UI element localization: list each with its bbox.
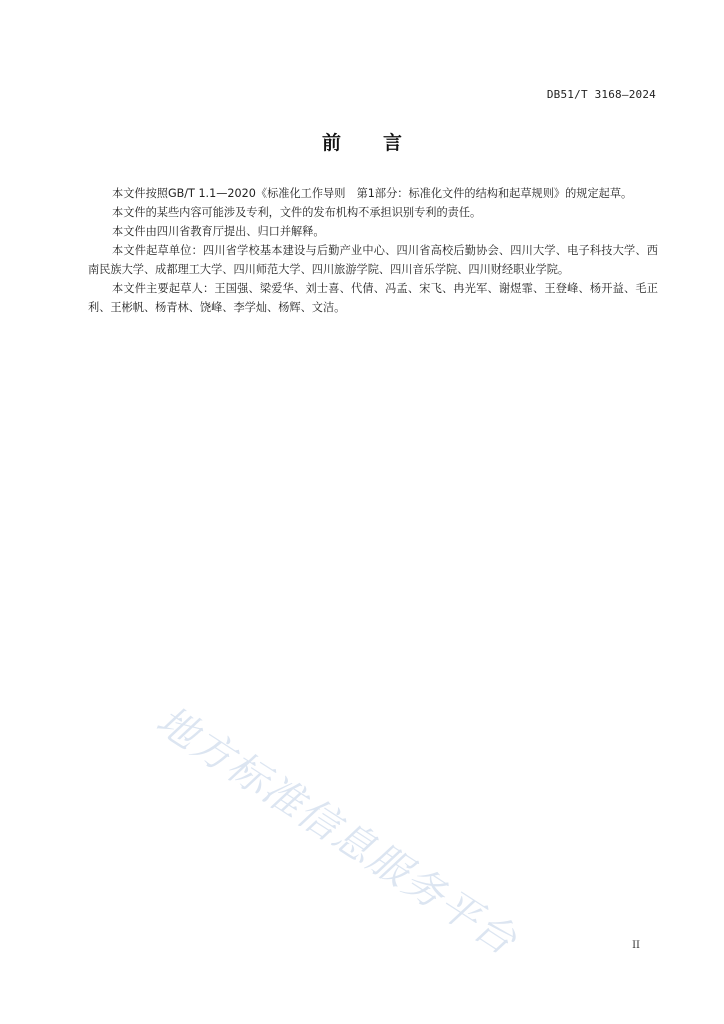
paragraph-drafters: 本文件主要起草人：王国强、梁爱华、刘士喜、代倩、冯孟、宋飞、冉光军、谢煜霏、王登峰、杨开益、毛正利、王彬帆、杨青林、饶峰、李学灿、杨辉、文洁。 <box>88 282 658 314</box>
watermark: 地方标准信息服务平台 <box>148 697 526 965</box>
document-code: DB51/T 3168—2024 <box>546 88 656 101</box>
foreword-body <box>88 184 658 317</box>
paragraph-patent-notice: 本文件的某些内容可能涉及专利，文件的发布机构不承担识别专利的责任。 <box>112 206 482 219</box>
page-title: 前言 <box>321 132 444 154</box>
page-number: II <box>632 940 640 951</box>
paragraph-drafting-basis: 本文件按照GB/T 1.1—2020《标准化工作导则 第1部分：标准化文件的结构和起草规则》的规定起草。 <box>112 187 633 200</box>
paragraph-drafting-units: 本文件起草单位：四川省学校基本建设与后勤产业中心、四川省高校后勤协会、四川大学、电子科技大学、西南民族大学、成都理工大学、四川师范大学、四川旅游学院、四川音乐学院、四川财经职业学院。 <box>88 244 658 276</box>
paragraph-proposer: 本文件由四川省教育厅提出、归口并解释。 <box>112 225 325 238</box>
